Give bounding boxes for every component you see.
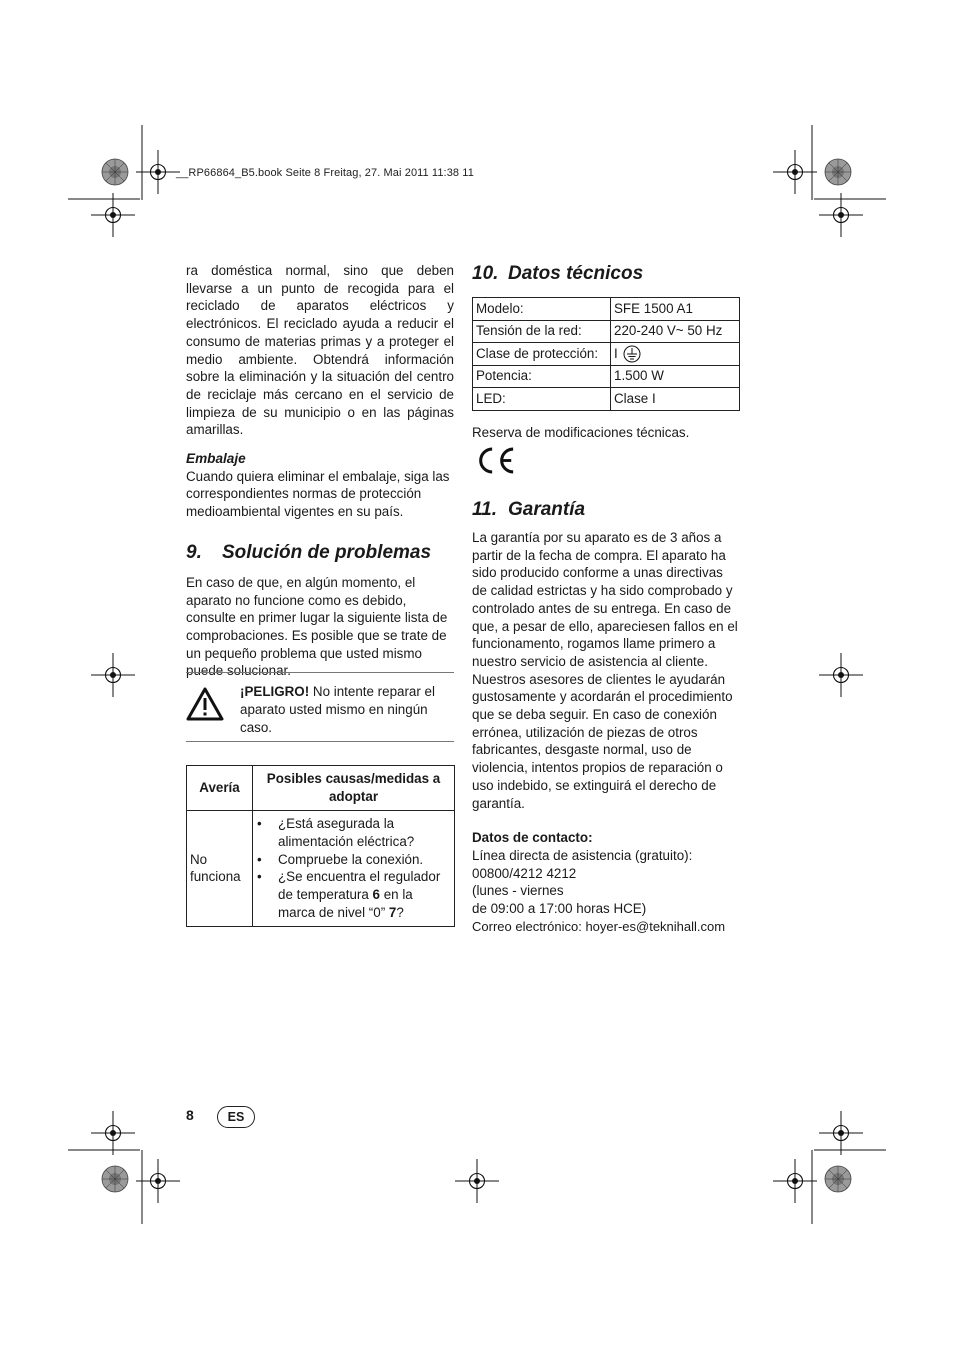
technical-data-table [472, 297, 740, 411]
troubleshooting-table [186, 765, 455, 927]
contact-hotline-label: Línea directa de asistencia (gratuito): [472, 847, 693, 863]
section-9-number: 9. [186, 541, 202, 563]
contact-email: Correo electrónico: hoyer-es@teknihall.com [472, 918, 726, 934]
contact-hours-time: de 09:00 a 17:00 horas HCE) [472, 901, 647, 917]
cause-text: ¿Se encuentra el regulador de temperatura [278, 869, 441, 903]
fault-cell: No funciona [187, 811, 253, 927]
contact-phone: 00800/4212 4212 [472, 865, 577, 881]
spec-key: Potencia: [473, 365, 611, 388]
column-header-causes: Posibles causas/medidas a adoptar [253, 766, 455, 811]
ce-mark-icon [474, 446, 516, 475]
spec-value-protection [611, 343, 740, 366]
page-number: 8 [186, 1107, 194, 1123]
print-header: __RP66864_B5.book Seite 8 Freitag, 27. Mai 2011 11:38 11 [176, 167, 474, 179]
left-column [186, 262, 454, 680]
section-10-number: 10. [472, 263, 499, 284]
section-10-title: Datos técnicos [508, 263, 644, 284]
cause-item: • ¿Está asegurada la alimentación eléctrica? [253, 815, 450, 851]
spec-key: Tensión de la red: [473, 320, 611, 343]
table-row [473, 320, 740, 343]
danger-label: ¡PELIGRO! [240, 684, 310, 699]
table-row [473, 388, 740, 411]
table-row [187, 811, 455, 927]
section-11-heading [472, 498, 740, 522]
section-9-heading [186, 541, 454, 565]
table-row [473, 343, 740, 366]
packaging-heading: Embalaje [186, 451, 246, 467]
spec-value: SFE 1500 A1 [611, 298, 740, 321]
warranty-text: La garantía por su aparato es de 3 años a partir de la fecha de compra. El aparato ha sido producido conforme a unas directivas de calidad estrictas y ha sido comprobado y controlado antes de su entrega. En caso de que, a pesar de ello, apareciesen fallos en el funcionamento, rogamos llame primero a nuestro servicio de asistencia al cliente. Nuestros asesores de clientes le ayudarán gustosamente y acordarán el procedimiento que se deba seguir. En caso de conexión errónea, utilización de piezas de otros fabricantes, desgaste normal, uso de violencia, intentos propios de reparación o uso indebido, se extinguirá el derecho de garantía. [472, 530, 738, 811]
reserve-note: Reserva de modificaciones técnicas. [472, 425, 690, 440]
warning-triangle-icon [186, 687, 224, 721]
right-column [472, 262, 740, 286]
causes-list [253, 815, 450, 922]
cause-text: en la marca de nivel “0” [278, 887, 413, 920]
section-9-text: En caso de que, en algún momento, el aparato no funcione como es debido, consulte en primer lugar la siguiente lista de comprobaciones. Es posible que se trate de un pequeño problema que usted mismo puede solucionar. [186, 574, 448, 679]
spec-value: I [614, 345, 618, 361]
cause-text: ? [396, 904, 404, 920]
contact-heading: Datos de contacto: [472, 830, 593, 846]
packaging-text: Cuando quiera eliminar el embalaje, siga las correspondientes normas de protección medioambiental vigentes en su país. [186, 468, 450, 520]
spec-value: Clase I [611, 388, 740, 411]
section-11 [472, 498, 740, 935]
column-header-fault: Avería [187, 766, 253, 811]
table-row [473, 298, 740, 321]
language-badge: ES [217, 1106, 255, 1128]
ref-level-mark: 7 [388, 904, 397, 920]
cause-item [253, 868, 450, 921]
spec-key: LED: [473, 388, 611, 411]
recycling-paragraph: ra doméstica normal, sino que deben llevarse a un punto de recogida para el reciclado de aparatos eléctricos y electrónicos. El reciclado ayuda a reducir el consumo de materias primas y a proteger el medio ambiente. Obtendrá información sobre la eliminación y la situación del centro de reciclaje más cercano en el servicio de limpieza de su municipio o en las páginas amarillas. [186, 263, 454, 438]
spec-value: 1.500 W [611, 365, 740, 388]
spec-key: Modelo: [473, 298, 611, 321]
cause-item: • Compruebe la conexión. [253, 851, 450, 869]
spec-key: Clase de protección: [473, 343, 611, 366]
danger-message: No intente reparar el aparato usted mismo en ningún caso. [240, 684, 435, 735]
section-9-title: Solución de problemas [222, 541, 432, 563]
danger-warning-text [240, 683, 454, 737]
causes-cell [253, 811, 455, 927]
table-row [473, 365, 740, 388]
section-11-title: Garantía [508, 499, 586, 520]
section-10-heading [472, 262, 740, 286]
ref-temperature-control: 6 [372, 887, 380, 903]
spec-value: 220-240 V~ 50 Hz [611, 320, 740, 343]
protective-earth-icon [623, 345, 641, 363]
section-11-number: 11. [472, 499, 498, 520]
contact-hours-days: (lunes - viernes [472, 883, 564, 899]
table-header-row [187, 766, 455, 811]
danger-warning-box [186, 672, 454, 742]
